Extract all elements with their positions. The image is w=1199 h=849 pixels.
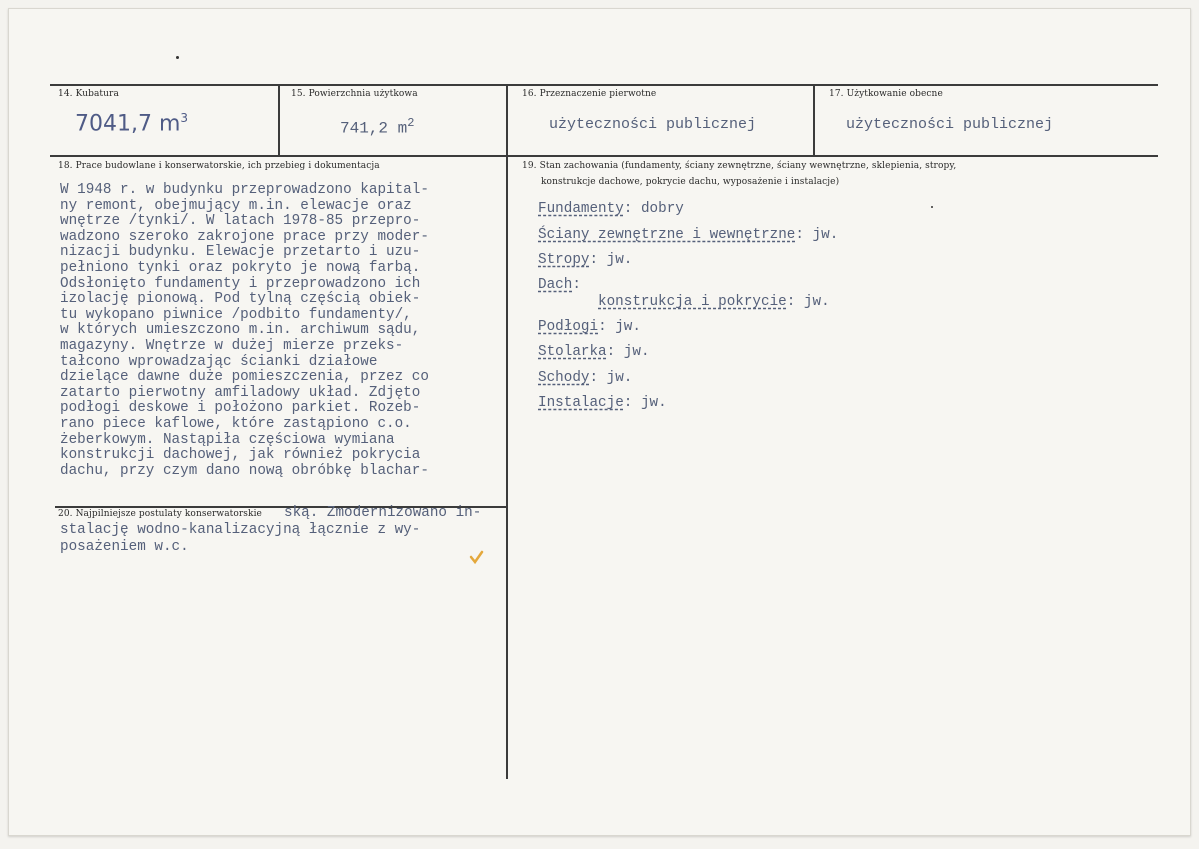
text-line: tu wykopano piwnice /podbito fundamenty/, [60, 306, 412, 323]
text-line: Odsłonięto fundamenty i przeprowadzono ich [60, 275, 421, 292]
prace-continuation-line-2: stalację wodno-kanalizacyjną łącznie z wy- [60, 522, 421, 538]
stan-item-dach: Dach: [538, 277, 581, 293]
text-line: nizacji budynku. Elewacje przetarto i uzu- [60, 244, 421, 261]
text-line: rano piece kaflowe, które zastąpiono c.o. [60, 415, 412, 432]
uzytkowanie-label: 17. Użytkowanie obecne [829, 89, 943, 99]
text-line: konstrukcji dachowej, jak również pokrycia [60, 447, 421, 464]
text-line: dachu, przy czym dano nową obróbkę blachar- [60, 462, 429, 479]
stan-item-konstrukcja: konstrukcja i pokrycie: jw. [598, 294, 830, 310]
stan-item-fundamenty: Fundamenty: dobry [538, 201, 684, 217]
postulaty-label: 20. Najpilniejsze postulaty konserwatorskie [58, 509, 262, 519]
text-line: podłogi deskowe i położono parkiet. Rozeb- [60, 400, 421, 417]
divider-16-17 [813, 85, 815, 155]
przeznaczenie-value: użyteczności publicznej [549, 116, 757, 133]
kubatura-value: 7041,7 $m^3$ [75, 111, 189, 137]
text-line: żeberkowym. Nastąpiła częściowa wymiana [60, 431, 395, 448]
stan-item-stolarka: Stolarka: jw. [538, 344, 650, 360]
stan-label-line-2: konstrukcje dachowe, pokrycie dachu, wyposażenie i instalacje) [541, 177, 840, 187]
text-line: dzielące dawne duże pomieszczenia, przez co [60, 369, 429, 386]
kubatura-label: 14. Kubatura [58, 89, 119, 99]
powierzchnia-label: 15. Powierzchnia użytkowa [291, 89, 418, 99]
middle-rule [50, 155, 1158, 157]
stan-label-line-1: 19. Stan zachowania (fundamenty, ściany zewnętrzne, ściany wewnętrzne, sklepienia, stropy, [522, 161, 957, 171]
text-line: magazyny. Wnętrze w dużej mierze przeks- [60, 337, 404, 354]
text-line: izolację pionową. Pod tylną częścią obiek- [60, 291, 421, 308]
text-line: wnętrze /tynki/. W latach 1978-85 przepro- [60, 213, 421, 230]
text-line: tałcono wprowadzając ścianki działowe [60, 353, 378, 370]
stan-item-podlogi: Podłogi: jw. [538, 319, 641, 335]
prace-text [60, 183, 510, 479]
text-line: w których umieszczono m.in. archiwum sądu, [60, 322, 421, 339]
prace-label: 18. Prace budowlane i konserwatorskie, ich przebieg i dokumentacja [58, 161, 380, 171]
text-line: wadzono szeroko zakrojone prace przy moder- [60, 228, 429, 245]
stan-item-instalacje: Instalacje: jw. [538, 395, 667, 411]
text-line: W 1948 r. w budynku przeprowadzono kapital- [60, 182, 429, 198]
text-line: zatarto pierwotny amfiladowy układ. Zdjęto [60, 384, 421, 401]
text-line: pełniono tynki oraz pokryto je nową farbą. [60, 259, 421, 276]
top-rule [50, 84, 1158, 86]
check-mark-icon [469, 549, 485, 565]
uzytkowanie-value: użyteczności publicznej [846, 116, 1054, 133]
ink-speck [176, 56, 179, 59]
text-line: ny remont, obejmujący m.in. elewacje oraz [60, 197, 412, 214]
powierzchnia-value: 741,2 $m^2$ [340, 116, 415, 138]
przeznaczenie-label: 16. Przeznaczenie pierwotne [522, 89, 657, 99]
ink-speck [931, 206, 933, 208]
stan-item-schody: Schody: jw. [538, 370, 633, 386]
prace-continuation-line-3: posażeniem w.c. [60, 539, 189, 555]
prace-continuation-line-1: ską. Zmodernizowano in- [284, 505, 482, 521]
stan-item-sciany: Ściany zewnętrzne i wewnętrzne: jw. [538, 227, 839, 243]
divider-14-15 [278, 85, 280, 155]
stan-item-stropy: Stropy: jw. [538, 252, 633, 268]
